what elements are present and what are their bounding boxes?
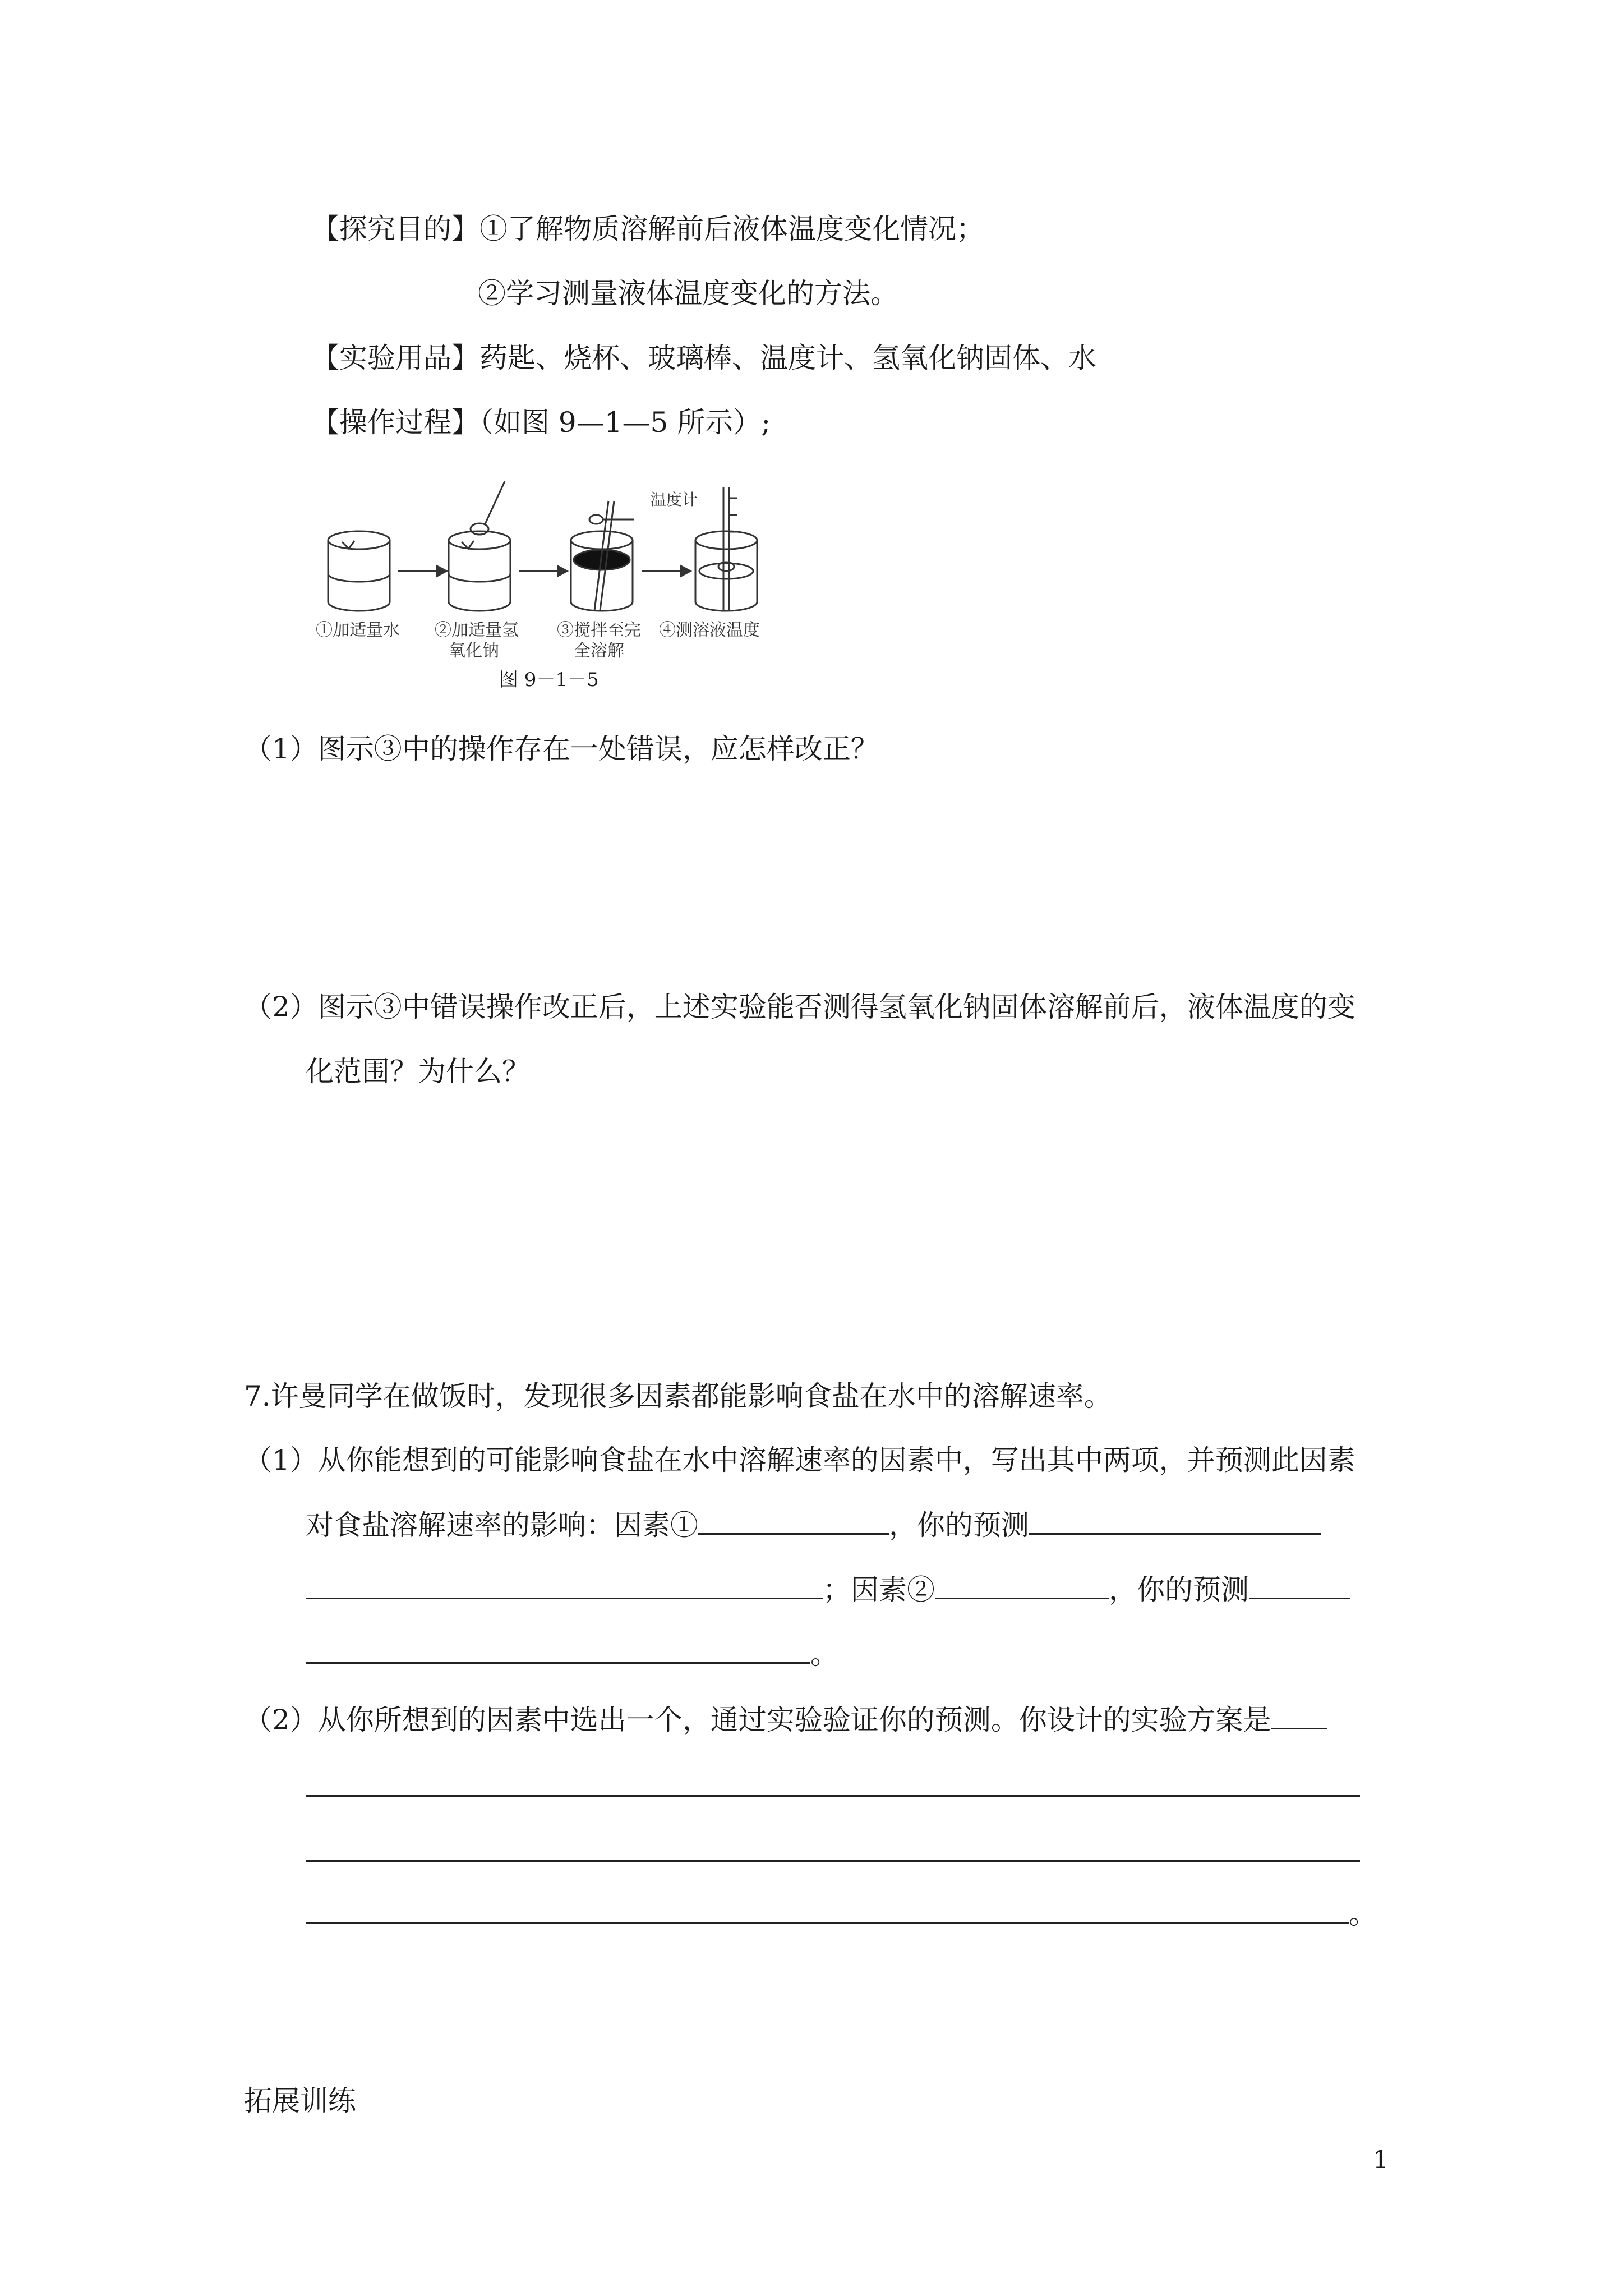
beaker-4: [695, 487, 757, 611]
factor-2-prompt: ；因素②: [823, 1573, 935, 1606]
step-1-label: ①加适量水: [316, 620, 400, 640]
q7-part-1-line4: [306, 1635, 838, 1673]
plan-answer-line-1[interactable]: [306, 1795, 1360, 1797]
beaker-1: [328, 531, 390, 611]
factor-1-prompt: 对食盐溶解速率的影响：因素①: [306, 1509, 698, 1542]
arrow-2: [519, 567, 566, 576]
purpose-line-2: [478, 275, 898, 312]
figure-caption: 图 9－1－5: [499, 669, 599, 691]
procedure-line: [311, 404, 771, 441]
step-3-label-line2: 全溶解: [574, 641, 624, 661]
extension-heading: 拓展训练: [244, 2085, 356, 2117]
q7-part-1-line2: [306, 1506, 1321, 1544]
prediction-1-blank[interactable]: [1029, 1506, 1321, 1535]
q7-stem: 7.许曼同学在做饭时，发现很多因素都能影响食盐在水中的溶解速率。: [244, 1380, 1112, 1412]
purpose-line: [311, 210, 984, 247]
plan-answer-line-3-row: [306, 1895, 1377, 1932]
procedure-text: （如图 9—1—5 所示）;: [479, 406, 771, 439]
procedure-label: 【操作过程】: [311, 406, 479, 439]
q7-part-2-line1: [244, 1701, 1327, 1738]
thermometer-label: 温度计: [651, 490, 698, 509]
factor-2-blank[interactable]: [935, 1571, 1109, 1599]
q7-part-2-text: （2）从你所想到的因素中选出一个，通过实验验证你的预测。你设计的实验方案是: [244, 1704, 1271, 1736]
arrow-3: [642, 567, 690, 576]
experiment-figure: [311, 476, 805, 700]
arrow-1: [398, 567, 446, 576]
step-2-label-line2: 氧化钠: [449, 641, 499, 661]
q6-part-1: （1）图示③中的操作存在一处错误，应怎样改正？: [244, 733, 879, 765]
prediction-2-blank-cont[interactable]: [306, 1635, 810, 1664]
factor-1-blank[interactable]: [698, 1506, 889, 1535]
beaker-3: [571, 501, 634, 611]
purpose-label: 【探究目的】: [311, 213, 479, 245]
purpose-item-1: ①了解物质溶解前后液体温度变化情况；: [479, 213, 984, 245]
materials-label: 【实验用品】: [311, 342, 479, 374]
beaker-2: [449, 481, 510, 611]
prediction-2-prompt: ，你的预测: [1109, 1573, 1249, 1606]
prediction-1-blank-cont[interactable]: [306, 1571, 823, 1599]
plan-blank-start[interactable]: [1271, 1701, 1327, 1729]
materials-line: [311, 339, 1096, 376]
purpose-item-2: ②学习测量液体温度变化的方法。: [478, 277, 898, 310]
q7-part-1-line3: [306, 1571, 1350, 1608]
q6-part-2-line2: 化范围？为什么？: [306, 1055, 530, 1088]
experiment-diagram: [311, 476, 805, 700]
plan-answer-line-3[interactable]: [306, 1895, 1349, 1924]
prediction-2-blank[interactable]: [1249, 1571, 1350, 1599]
prediction-1-prompt: ，你的预测: [889, 1509, 1029, 1542]
plan-answer-line-2[interactable]: [306, 1860, 1360, 1862]
q7-part-1-line1: （1）从你能想到的可能影响食盐在水中溶解速率的因素中，写出其中两项，并预测此因素: [244, 1444, 1355, 1476]
step-2-label-line1: ②加适量氢: [435, 620, 519, 640]
q7-part-1-end: 。: [810, 1638, 838, 1671]
q7-part-2-end: 。: [1349, 1898, 1377, 1930]
materials-list: 药匙、烧杯、玻璃棒、温度计、氢氧化钠固体、水: [479, 342, 1096, 374]
page-number: 1: [1373, 2146, 1389, 2174]
step-3-label-line1: ③搅拌至完: [557, 620, 641, 640]
q6-part-2-line1: （2）图示③中错误操作改正后，上述实验能否测得氢氧化钠固体溶解前后，液体温度的变: [244, 991, 1355, 1023]
step-4-label: ④测溶液温度: [659, 620, 760, 640]
